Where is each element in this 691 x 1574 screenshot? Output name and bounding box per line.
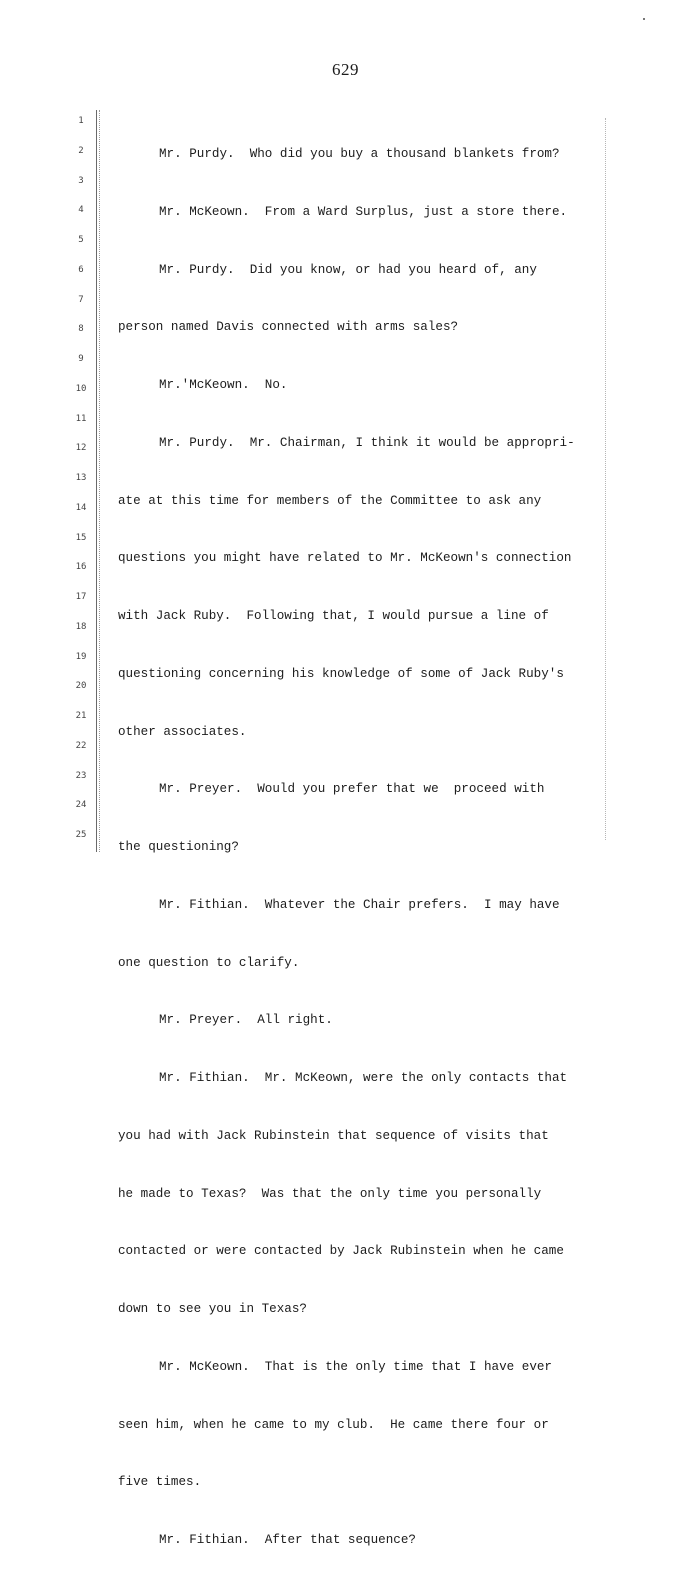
continuation-line: contacted or were contacted by Jack Rubinstein when he came	[118, 1244, 564, 1259]
speaker-line: Mr. Fithian. Mr. McKeown, were the only contacts that	[159, 1071, 568, 1085]
line-number: 10	[75, 383, 87, 394]
continuation-line: questions you might have related to Mr. McKeown's connection	[118, 551, 572, 566]
line-number: 23	[75, 770, 87, 781]
continuation-line: one question to clarify.	[118, 955, 300, 970]
speaker-line: Mr. McKeown. That is the only time that I have ever	[159, 1359, 552, 1374]
right-margin-rule	[605, 118, 606, 840]
left-margin-rule	[96, 110, 97, 852]
speaker-line: Mr. Purdy. Did you know, or had you heard of, any	[159, 262, 537, 277]
continuation-line: other associates.	[118, 724, 247, 739]
speaker-line: Mr. Preyer. All right.	[159, 1013, 333, 1028]
line-number: 14	[75, 502, 87, 513]
speaker-line: Mr. Purdy. Mr. Chairman, I think it would be appropri-	[159, 435, 575, 450]
speaker-line: Mr. Purdy. Who did you buy a thousand blankets from?	[159, 147, 560, 161]
continuation-line: the questioning?	[118, 840, 239, 854]
line-number: 12	[75, 443, 87, 454]
line-number: 9	[78, 354, 84, 364]
continuation-line: five times.	[118, 1475, 202, 1490]
line-number: 24	[75, 800, 87, 811]
line-number: 11	[75, 413, 87, 424]
line-number: 2	[78, 145, 84, 156]
continuation-line: he made to Texas? Was that the only time you personally	[118, 1186, 542, 1201]
line-number: 19	[75, 651, 87, 662]
line-number: 3	[78, 175, 84, 186]
continuation-line: ate at this time for members of the Committee to ask any	[118, 493, 542, 508]
line-number: 8	[78, 324, 84, 335]
continuation-line: seen him, when he came to my club. He came there four or	[118, 1417, 549, 1432]
line-number: 21	[75, 711, 87, 721]
speaker-line: Mr. Fithian. Whatever the Chair prefers. I may have	[159, 897, 560, 912]
line-number: 18	[75, 621, 87, 632]
scan-speck	[643, 18, 645, 20]
line-number: 20	[75, 681, 87, 692]
line-number: 6	[78, 264, 84, 275]
line-number: 5	[78, 235, 84, 245]
left-margin-rule-dotted	[99, 110, 100, 852]
line-number: 13	[75, 473, 87, 483]
line-number: 25	[75, 830, 87, 840]
continuation-line: questioning concerning his knowledge of some of Jack Ruby's	[118, 666, 564, 681]
line-number-column	[70, 114, 92, 858]
line-number: 22	[75, 740, 87, 751]
continuation-line: with Jack Ruby. Following that, I would pursue a line of	[118, 609, 549, 623]
line-number: 1	[78, 116, 84, 126]
line-number: 17	[75, 592, 87, 602]
line-number: 15	[75, 532, 87, 543]
transcript-body	[118, 116, 602, 1574]
continuation-line: you had with Jack Rubinstein that sequence of visits that	[118, 1128, 549, 1143]
speaker-line: Mr.'McKeown. No.	[159, 378, 288, 392]
speaker-line: Mr. Fithian. After that sequence?	[159, 1533, 416, 1547]
line-number: 4	[78, 205, 84, 216]
line-number: 7	[78, 294, 84, 305]
speaker-line: Mr. Preyer. Would you prefer that we proceed with	[159, 782, 545, 797]
continuation-line: down to see you in Texas?	[118, 1302, 307, 1316]
continuation-line: person named Davis connected with arms sales?	[118, 320, 459, 335]
speaker-line: Mr. McKeown. From a Ward Surplus, just a store there.	[159, 204, 568, 219]
page-number: 629	[332, 60, 359, 79]
line-number: 16	[75, 562, 87, 573]
